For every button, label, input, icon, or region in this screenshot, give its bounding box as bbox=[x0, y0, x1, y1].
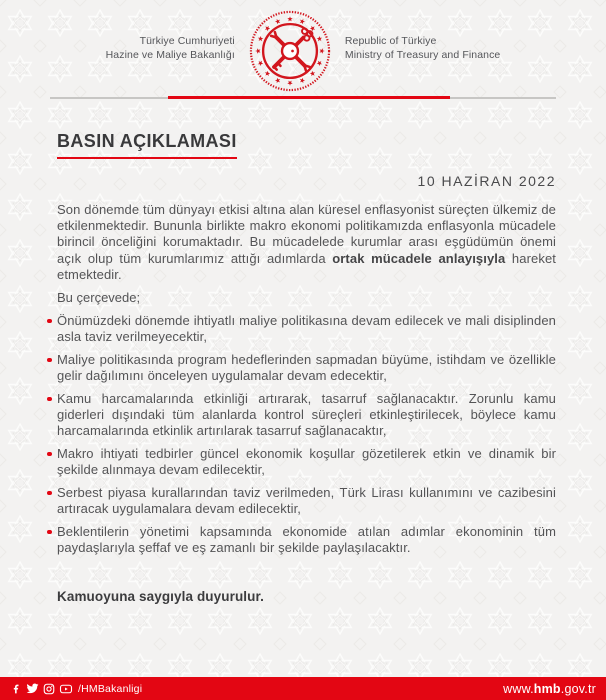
list-item: Kamu harcamalarında etkinliği artırarak, tasarruf sağlanacaktır. Zorunlu kamu giderleri dışındaki tüm alanlarda kontrol süreçleri etkinleştirilecek, böylece kamu harcamalarında etkinlik artırılarak tasarruf sağlanacaktır, bbox=[57, 391, 556, 439]
website-link[interactable] bbox=[503, 682, 596, 696]
facebook-icon[interactable] bbox=[10, 683, 22, 695]
twitter-icon[interactable] bbox=[26, 682, 39, 695]
page-title: BASIN AÇIKLAMASI bbox=[57, 131, 237, 159]
website-suffix: .gov.tr bbox=[560, 681, 596, 696]
header bbox=[0, 0, 606, 98]
bullet-list bbox=[57, 313, 556, 556]
org-name-turkish-line2: Hazine ve Maliye Bakanlığı bbox=[105, 49, 235, 61]
intro-text-after: hareket etmektedir. bbox=[57, 250, 556, 282]
closing-statement: Kamuoyuna saygıyla duyurulur. bbox=[57, 589, 264, 605]
list-item: Önümüzdeki dönemde ihtiyatlı maliye politikasına devam edilecek ve mali disiplinden asla taviz verilmeyecektir, bbox=[57, 313, 556, 345]
lead-in-text: Bu çerçevede; bbox=[57, 290, 141, 306]
org-name-turkish-line1: Türkiye Cumhuriyeti bbox=[139, 35, 235, 48]
list-item: Beklentilerin yönetimi kapsamında ekonomide atılan adımlar ekonominin tüm paydaşlarıyla şeffaf ve eş zamanlı bir şekilde paylaşılacaktır. bbox=[57, 523, 556, 556]
list-item: Makro ihtiyati tedbirler güncel ekonomik koşullar gözetilerek etkin ve dinamik bir şekilde alınmaya devam edilecektir, bbox=[57, 446, 556, 478]
footer-bar bbox=[0, 677, 606, 700]
header-divider-accent bbox=[168, 96, 450, 99]
youtube-icon[interactable] bbox=[59, 683, 73, 695]
ministry-seal-logo-icon bbox=[248, 9, 332, 93]
website-domain: hmb bbox=[533, 681, 561, 696]
intro-text-bold: ortak mücadele anlayışıyla bbox=[332, 250, 506, 266]
social-links bbox=[10, 682, 142, 695]
document-date: 10 HAZİRAN 2022 bbox=[417, 173, 556, 189]
org-name-english-line2: Ministry of Treasury and Finance bbox=[344, 49, 501, 61]
org-name-english bbox=[345, 35, 501, 62]
press-release-body bbox=[57, 131, 556, 618]
header-divider bbox=[50, 97, 556, 99]
list-item: Serbest piyasa kurallarından taviz verilmeden, Türk Lirası kullanımını ve cazibesini artıracak uygulamalara devam edilecektir, bbox=[57, 485, 556, 517]
website-prefix: www. bbox=[503, 681, 534, 696]
org-name-english-line1: Republic of Türkiye bbox=[344, 35, 437, 48]
org-name-turkish bbox=[106, 35, 235, 62]
list-item: Maliye politikasında program hedeflerinden sapmadan büyüme, istihdam ve özellikle gelir dağılımını önceleyen uygulamalar devam edecektir, bbox=[57, 352, 556, 384]
social-handle[interactable]: /HMBakanligi bbox=[78, 682, 143, 695]
intro-text-before: Son dönemde tüm dünyayı etkisi altına alan küresel enflasyonist süreçten ülkemiz de etkilenmektedir. Bununla birlikte makro ekonomi politikamızda enflasyonla mücadele birincil önceliğini korumaktadır. Bu mücadelede kurumlar arası eşgüdümün önemi açık olup tüm kurumlarımız attığı adımlarda bbox=[57, 202, 556, 266]
intro-paragraph bbox=[57, 202, 556, 283]
instagram-icon[interactable] bbox=[43, 683, 55, 695]
